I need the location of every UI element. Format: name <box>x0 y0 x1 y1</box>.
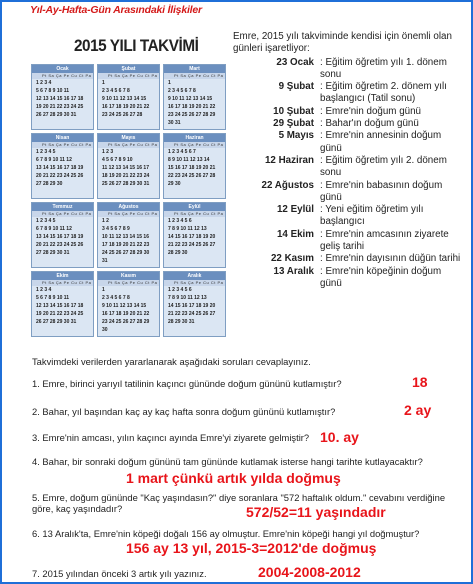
month-days-header: Pt Sa Ça Pe Cu Ct Pa <box>98 73 159 79</box>
event-description: : Eğitim öğretim yılı 1. dönem sonu <box>320 56 447 80</box>
event-date: 22 Kasım <box>270 253 314 265</box>
month-name: Mart <box>164 65 225 73</box>
event-date: 12 Eylül <box>276 204 314 216</box>
month-week-row: 9 10 11 12 13 14 15 <box>102 96 147 102</box>
month-days <box>32 148 93 188</box>
month-week-row: 1 2 3 4 5 6 7 <box>168 149 196 155</box>
month-week-row: 3 4 5 6 7 8 9 <box>102 226 130 232</box>
month-days <box>98 286 159 334</box>
month-week-row: 23 24 25 26 27 28 <box>102 112 143 118</box>
event-item <box>233 253 463 265</box>
question-text: 7. 2015 yılından önceki 3 artık yılı yazınız. <box>32 568 207 579</box>
month-days <box>164 286 225 326</box>
calendar-month <box>163 133 226 199</box>
page-header-title: Yıl-Ay-Hafta-Gün Arasındaki İlişkiler <box>30 4 202 16</box>
event-description: : Emre'nin amcasının ziyarete geliş tarihi <box>320 228 449 253</box>
month-days <box>32 217 93 257</box>
calendar-month <box>31 133 94 199</box>
event-item <box>233 81 463 106</box>
month-days <box>164 79 225 127</box>
event-date: 12 Haziran <box>264 154 314 166</box>
month-days <box>164 217 225 257</box>
month-week-row: 6 7 8 9 10 11 12 <box>36 226 72 232</box>
month-week-row: 27 28 29 30 <box>36 181 63 187</box>
month-week-row: 31 <box>102 258 108 264</box>
month-week-row: 20 21 22 23 24 25 26 <box>36 242 84 248</box>
month-name: Ocak <box>32 65 93 73</box>
question-text: 5. Emre, doğum gününde "Kaç yaşındasın?" diye soranlara "572 haftalık oldum." cevabını verdiğine göre, kaç yaşındadır? <box>32 492 446 514</box>
month-name: Kasım <box>98 272 159 280</box>
month-name: Eylül <box>164 203 225 211</box>
event-item <box>233 130 463 155</box>
event-description: : Yeni eğitim öğretim yılı başlangıcı <box>320 204 424 228</box>
month-week-row: 26 27 28 29 30 31 <box>36 319 77 325</box>
month-week-row: 25 26 27 28 29 30 31 <box>102 181 150 187</box>
event-date: 5 Mayıs <box>278 130 314 142</box>
month-week-row: 16 17 18 19 20 21 22 <box>102 104 150 110</box>
month-week-row: 1 2 3 <box>102 149 114 155</box>
month-name: Nisan <box>32 134 93 142</box>
month-week-row: 19 20 21 22 23 24 25 <box>36 104 84 110</box>
month-week-row: 8 9 10 11 12 13 14 <box>168 157 210 163</box>
event-item <box>233 118 463 130</box>
event-date: 9 Şubat <box>278 81 314 93</box>
event-description: : Emre'nin köpeğinin doğum günü <box>320 265 442 289</box>
month-days <box>32 286 93 326</box>
month-week-row: 21 22 23 24 25 26 27 <box>168 311 216 317</box>
month-name: Haziran <box>164 134 225 142</box>
calendar-month <box>97 133 160 199</box>
month-week-row: 5 6 7 8 9 10 11 <box>36 88 70 94</box>
month-week-row: 12 13 14 15 16 17 18 <box>36 96 84 102</box>
month-week-row: 1 <box>102 287 105 293</box>
month-name: Mayıs <box>98 134 159 142</box>
month-week-row: 9 10 11 12 13 14 15 <box>102 303 147 309</box>
month-week-row: 4 5 6 7 8 9 10 <box>102 157 133 163</box>
month-week-row: 16 17 18 19 20 21 22 <box>102 311 150 317</box>
event-item <box>233 155 463 180</box>
question-text: 1. Emre, birinci yarıyıl tatilinin kaçıncı gününde doğum gününü kutlamıştır? <box>32 378 342 389</box>
month-days-header: Pt Sa Ça Pe Cu Ct Pa <box>164 211 225 217</box>
question-text: 2. Bahar, yıl başından kaç ay kaç hafta sonra doğum gününü kutlamıştır? <box>32 406 336 417</box>
event-description: : Emre'nin doğum günü <box>320 105 421 117</box>
month-name: Şubat <box>98 65 159 73</box>
month-name: Ağustos <box>98 203 159 211</box>
month-week-row: 21 22 23 24 25 26 27 <box>168 242 216 248</box>
event-date: 13 Aralık <box>273 265 314 277</box>
event-description: : Eğitim öğretim 2. dönem yılı başlangıcı (Tatil sonu) <box>320 81 447 105</box>
event-description: : Emre'nin dayısının düğün tarihi <box>320 253 461 265</box>
calendar-month <box>97 271 160 337</box>
question-answer: 2 ay <box>404 402 432 418</box>
calendar-month <box>31 64 94 130</box>
question-answer: 1 mart çünkü artık yılda doğmuş <box>126 470 341 486</box>
month-week-row: 1 <box>102 80 105 86</box>
month-days-header: Pt Sa Ça Pe Cu Ct Pa <box>98 280 159 286</box>
month-week-row: 10 11 12 13 14 15 16 <box>102 234 149 240</box>
events-intro: Emre, 2015 yılı takviminde kendisi için önemli olan günleri işaretliyor: <box>233 31 452 55</box>
month-week-row: 1 2 3 4 5 6 <box>168 287 192 293</box>
question-answer: 2004-2008-2012 <box>258 564 361 580</box>
month-days-header: Pt Sa Ça Pe Cu Ct Pa <box>164 142 225 148</box>
month-days-header: Pt Sa Ça Pe Cu Ct Pa <box>164 280 225 286</box>
question-text: 4. Bahar, bir sonraki doğum gününü tam gününde kutlamak isterse hangi tarihte kutlayacaktır? <box>32 456 423 467</box>
event-description: : Emre'nin babasının doğum günü <box>320 179 443 203</box>
event-description: : Eğitim öğretim yılı 2. dönem sonu <box>320 154 447 179</box>
month-week-row: 7 8 9 10 11 12 13 <box>168 295 207 301</box>
month-week-row: 1 2 3 4 5 <box>36 218 56 224</box>
month-week-row: 13 14 15 16 17 18 19 <box>36 165 84 171</box>
month-week-row: 26 27 28 29 30 31 <box>36 112 77 118</box>
month-days-header: Pt Sa Ça Pe Cu Ct Pa <box>98 211 159 217</box>
month-days-header: Pt Sa Ça Pe Cu Ct Pa <box>164 73 225 79</box>
questions-intro: Takvimdeki verilerden yararlanarak aşağıdaki soruları cevaplayınız. <box>32 356 311 367</box>
month-week-row: 27 28 29 30 31 <box>36 250 70 256</box>
month-week-row: 7 8 9 10 11 12 13 <box>168 226 207 232</box>
month-week-row: 30 31 <box>168 120 181 126</box>
event-item <box>233 229 463 254</box>
month-days <box>98 217 159 265</box>
month-name: Ekim <box>32 272 93 280</box>
question-text: 6. 13 Aralık'ta, Emre'nin köpeği doğalı 156 ay olmuştur. Emre'nin köpeği hangi yıl doğmuştur? <box>32 528 420 539</box>
calendar-month <box>31 271 94 337</box>
calendar-month <box>163 64 226 130</box>
event-item <box>233 204 463 229</box>
month-week-row: 1 2 3 4 5 <box>36 149 56 155</box>
month-week-row: 6 7 8 9 10 11 12 <box>36 157 72 163</box>
month-days-header: Pt Sa Ça Pe Cu Ct Pa <box>32 142 93 148</box>
month-week-row: 2 3 4 5 6 7 8 <box>102 295 130 301</box>
calendar-month <box>97 64 160 130</box>
month-week-row: 19 20 21 22 23 24 25 <box>36 311 84 317</box>
month-week-row: 1 2 3 4 <box>36 287 52 293</box>
month-week-row: 20 21 22 23 24 25 26 <box>36 173 84 179</box>
question-answer: 10. ay <box>320 429 359 445</box>
month-week-row: 12 13 14 15 16 17 18 <box>36 303 84 309</box>
month-days-header: Pt Sa Ça Pe Cu Ct Pa <box>32 280 93 286</box>
month-name: Aralık <box>164 272 225 280</box>
month-week-row: 9 10 11 12 13 14 15 <box>168 96 213 102</box>
calendar-month <box>31 202 94 268</box>
event-description: : Bahar'ın doğum günü <box>320 118 419 130</box>
event-description: : Emre'nin annesinin doğum günü <box>320 130 442 154</box>
month-days-header: Pt Sa Ça Pe Cu Ct Pa <box>32 73 93 79</box>
month-week-row: 28 29 30 <box>168 250 188 256</box>
event-date: 23 Ocak <box>276 56 314 68</box>
event-item <box>233 106 463 118</box>
month-days-header: Pt Sa Ça Pe Cu Ct Pa <box>32 211 93 217</box>
event-date: 29 Şubat <box>273 118 314 130</box>
event-item <box>233 57 463 82</box>
question-answer: 156 ay 13 yıl, 2015-3=2012'de doğmuş <box>126 540 377 556</box>
event-date: 22 Ağustos <box>261 179 314 191</box>
month-name: Temmuz <box>32 203 93 211</box>
event-date: 10 Şubat <box>273 105 314 117</box>
month-week-row: 24 25 26 27 28 29 30 <box>102 250 150 256</box>
month-week-row: 23 24 25 26 27 28 29 <box>168 112 216 118</box>
month-week-row: 28 29 30 31 <box>168 319 195 325</box>
month-week-row: 18 19 20 21 22 23 24 <box>102 173 150 179</box>
question-answer: 18 <box>412 374 428 390</box>
month-week-row: 14 15 16 17 18 19 20 <box>168 234 216 240</box>
month-week-row: 29 30 <box>168 181 181 187</box>
month-week-row: 13 14 15 16 17 18 19 <box>36 234 84 240</box>
month-days <box>32 79 93 119</box>
calendar-month <box>163 202 226 268</box>
month-week-row: 1 2 3 4 5 6 <box>168 218 192 224</box>
month-week-row: 11 12 13 14 15 16 17 <box>102 165 149 171</box>
event-item <box>233 180 463 205</box>
month-days <box>98 148 159 188</box>
month-week-row: 30 <box>102 327 108 333</box>
event-item <box>233 266 463 291</box>
month-week-row: 22 23 24 25 26 27 28 <box>168 173 216 179</box>
month-week-row: 1 2 <box>102 218 109 224</box>
month-week-row: 14 15 16 17 18 19 20 <box>168 303 216 309</box>
question-text: 3. Emre'nin amcası, yılın kaçıncı ayında Emre'yi ziyarete gelmiştir? <box>32 432 310 443</box>
month-week-row: 23 24 25 26 27 28 29 <box>102 319 150 325</box>
calendar-month <box>97 202 160 268</box>
month-days <box>164 148 225 188</box>
month-week-row: 15 16 17 18 19 20 21 <box>168 165 216 171</box>
month-week-row: 16 17 18 19 20 21 22 <box>168 104 216 110</box>
calendar-title: 2015 YILI TAKVİMİ <box>74 36 199 55</box>
month-week-row: 2 3 4 5 6 7 8 <box>102 88 130 94</box>
events-list <box>233 31 463 290</box>
event-date: 14 Ekim <box>276 228 314 240</box>
month-days-header: Pt Sa Ça Pe Cu Ct Pa <box>98 142 159 148</box>
month-week-row: 2 3 4 5 6 7 8 <box>168 88 196 94</box>
calendar-month <box>163 271 226 337</box>
month-week-row: 1 2 3 4 <box>36 80 52 86</box>
month-week-row: 17 18 19 20 21 22 23 <box>102 242 150 248</box>
month-days <box>98 79 159 119</box>
question-answer: 572/52=11 yaşındadır <box>246 504 386 520</box>
month-week-row: 1 <box>168 80 171 86</box>
month-week-row: 5 6 7 8 9 10 11 <box>36 295 70 301</box>
